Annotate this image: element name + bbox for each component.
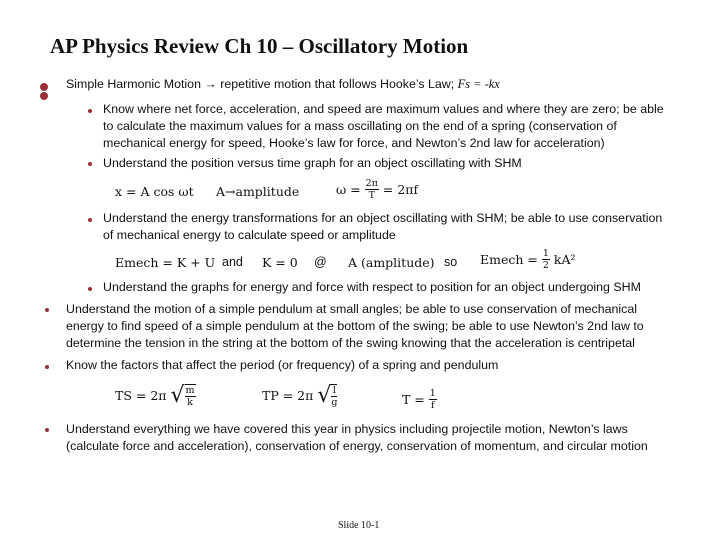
t-lhs: T = xyxy=(402,392,425,407)
graphs-text: Understand the graphs for energy and force with respect to position for an object undergoing SHM xyxy=(103,280,641,294)
t-fraction xyxy=(429,388,437,411)
know-max-line-1: Know where net force, acceleration, and speed are maximum values and where they are zero; be able xyxy=(103,102,664,116)
half-denominator: 2 xyxy=(542,260,549,271)
emech-lhs: Emech = xyxy=(480,252,538,267)
know-max-line-3: mechanical energy for speed, Hooke’s law for force, and Newton’s 2nd law for acceleration) xyxy=(103,136,605,150)
period-frequency-equation xyxy=(402,388,437,411)
pendulum-line-3: determine the tension in the string at the bottom of the swing knowing that the acceleration is centripetal xyxy=(66,336,635,350)
arrow-icon: → xyxy=(204,77,217,91)
half-numerator: 1 xyxy=(542,248,549,259)
ka-squared: kA² xyxy=(553,252,576,267)
t-denominator: f xyxy=(431,400,435,411)
and-word: and xyxy=(222,255,243,269)
bullet-dot xyxy=(45,365,49,369)
shm-rest: repetitive motion that follows Hooke’s Law; xyxy=(220,77,455,91)
spring-period-equation xyxy=(115,383,196,408)
sqrt-icon: √ $\frac{m}{k}$ xyxy=(170,383,195,408)
bullet-dot xyxy=(88,162,92,166)
everything-line-2: (calculate force and acceleration), conservation of energy, conservation of momentum, and circular motion xyxy=(66,439,648,453)
know-max-line-2: to calculate the maximum values for a mass oscillating on the end of a spring (conservation of xyxy=(103,119,617,133)
position-time-text: Understand the position versus time graph for an object oscillating with SHM xyxy=(103,156,522,170)
omega-rhs: = 2πf xyxy=(382,182,419,197)
bullet-dot xyxy=(88,109,92,113)
bullet-dot xyxy=(45,428,49,432)
emech-result xyxy=(480,248,576,271)
shm-prefix: Simple Harmonic Motion xyxy=(66,77,201,91)
at-symbol: @ xyxy=(314,255,327,269)
pendulum-period-equation xyxy=(262,383,337,408)
omega-equation xyxy=(336,178,418,201)
bullet-dot xyxy=(88,218,92,222)
t-numerator: 1 xyxy=(429,388,436,399)
period-factors-text: Know the factors that affect the period (or frequency) of a spring and pendulum xyxy=(66,358,499,372)
omega-fraction xyxy=(365,178,379,201)
bullet-dot xyxy=(88,287,92,291)
so-word: so xyxy=(444,255,458,269)
sqrt-icon: √ $\frac{l}{g}$ xyxy=(317,383,338,408)
pendulum-line-1: Understand the motion of a simple pendulum at small angles; be able to use conservation of mechanical xyxy=(66,302,637,316)
k-zero-equation: K = 0 xyxy=(262,255,298,270)
omega-numerator: 2π xyxy=(365,178,378,189)
outer-bullet-dot xyxy=(40,92,48,100)
omega-denominator: T xyxy=(368,190,375,201)
ts-lhs: TS = 2π xyxy=(115,388,167,403)
emech-equation: Emech = K + U xyxy=(115,255,216,270)
bullet-dot xyxy=(45,308,49,312)
everything-line-1: Understand everything we have covered this year in physics including projectile motion, Newton’s laws xyxy=(66,422,628,436)
ts-denominator: k xyxy=(187,396,193,408)
tp-lhs: TP = 2π xyxy=(262,388,314,403)
omega-lhs: ω = xyxy=(336,182,361,197)
shm-line xyxy=(66,77,500,92)
outer-bullet-dot xyxy=(40,83,48,91)
amplitude-text: A (amplitude) xyxy=(348,255,435,270)
position-equation: x = A cos ωt xyxy=(115,184,194,199)
tp-denominator: g xyxy=(331,396,338,408)
pendulum-line-2: energy to find speed of a simple pendulum at the bottom of the swing; be able to use Newton’s 2nd law to xyxy=(66,319,644,333)
hookes-formula: Fs = -kx xyxy=(457,77,500,91)
energy-line-2: of mechanical energy to calculate speed or amplitude xyxy=(103,228,396,242)
half-fraction xyxy=(542,248,550,271)
tp-numerator: l xyxy=(332,384,336,396)
slide-number: Slide 10-1 xyxy=(338,520,380,531)
amplitude-label: A→amplitude xyxy=(216,184,300,199)
slide-title: AP Physics Review Ch 10 – Oscillatory Motion xyxy=(50,34,469,58)
ts-numerator: m xyxy=(185,384,195,396)
energy-line-1: Understand the energy transformations for an object oscillating with SHM; be able to use conservation xyxy=(103,211,663,225)
